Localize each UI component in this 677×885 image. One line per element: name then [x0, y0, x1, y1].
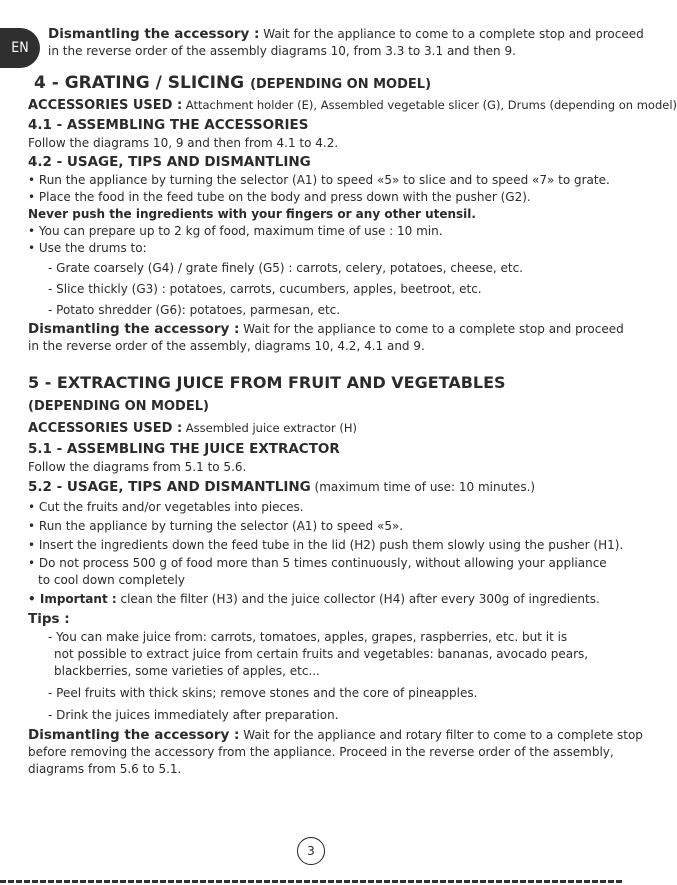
section-5-bullet-2: • Run the appliance by turning the selector (A1) to speed «5». [28, 519, 404, 533]
section-4-warning: Never push the ingredients with your fingers or any other utensil. [28, 207, 476, 221]
section-4-drum-3: - Potato shredder (G6): potatoes, parmesan, etc. [48, 303, 341, 317]
section-5-tip-1-cont-2: blackberries, some varieties of apples, etc... [54, 664, 320, 678]
section-5-tip-1-cont-1: not possible to extract juice from certain fruits and vegetables: bananas, avocado pears, [54, 647, 589, 661]
top-dismantling-paragraph [28, 26, 644, 60]
section-4-1-text: Follow the diagrams 10, 9 and then from 4.1 to 4.2. [28, 136, 339, 150]
section-4-title-sub: (DEPENDING ON MODEL) [250, 77, 432, 92]
footer-divider [0, 880, 624, 883]
section-5-tips-label: Tips : [28, 611, 70, 627]
section-5-accessories: ACCESSORIES USED : Assembled juice extractor (H) [28, 421, 358, 436]
section-5-2-heading: 5.2 - USAGE, TIPS AND DISMANTLING (maximum time of use: 10 minutes.) [28, 479, 536, 495]
section-4-title: 4 - GRATING / SLICING [34, 73, 245, 93]
section-5-tip-1: - You can make juice from: carrots, tomatoes, apples, grapes, raspberries, etc. but it is [48, 630, 568, 644]
section-4-drum-1: - Grate coarsely (G4) / grate finely (G5) : carrots, celery, potatoes, cheese, etc. [48, 261, 523, 275]
top-dismantling-text-2: in the reverse order of the assembly diagrams 10, from 3.3 to 3.1 and then 9. [48, 44, 516, 58]
language-badge: EN [0, 28, 40, 68]
section-5-dismantling: Dismantling the accessory : Wait for the appliance and rotary filter to come to a complete stop before removing the accessory from the appliance. Proceed in the reverse order of the assembly, diagrams from 5.6 to 5.1. [28, 727, 643, 776]
section-5-title-sub: (DEPENDING ON MODEL) [28, 399, 209, 414]
top-dismantling-text-1: Wait for the appliance to come to a complete stop and proceed [259, 27, 644, 41]
section-5-tip-2: - Peel fruits with thick skins; remove stones and the core of pineapples. [48, 686, 478, 700]
section-5-bullet-3: • Insert the ingredients down the feed tube in the lid (H2) push them slowly using the pusher (H1). [28, 538, 624, 552]
section-5-title: 5 - EXTRACTING JUICE FROM FRUIT AND VEGETABLES [28, 373, 506, 392]
section-5-tip-3: - Drink the juices immediately after preparation. [48, 708, 339, 722]
section-4-heading [28, 72, 594, 96]
section-4-drum-2: - Slice thickly (G3) : potatoes, carrots, cucumbers, apples, beetroot, etc. [48, 282, 482, 296]
section-4-bullet-1: • Run the appliance by turning the selector (A1) to speed «5» to slice and to speed «7» to grate. [28, 173, 610, 187]
section-4-1-heading: 4.1 - ASSEMBLING THE ACCESSORIES [28, 117, 309, 133]
section-4-bullet-3: • You can prepare up to 2 kg of food, maximum time of use : 10 min. [28, 224, 443, 238]
top-dismantling-label: Dismantling the accessory : [48, 26, 260, 42]
page-number: 3 [297, 837, 325, 865]
section-5-bullet-4: • Do not process 500 g of food more than 5 times continuously, without allowing your appliance [28, 556, 607, 570]
section-5-1-text: Follow the diagrams from 5.1 to 5.6. [28, 460, 247, 474]
section-4-accessories: ACCESSORIES USED : Attachment holder (E), Assembled vegetable slicer (G), Drums (depending on model) [28, 98, 677, 113]
section-5-1-heading: 5.1 - ASSEMBLING THE JUICE EXTRACTOR [28, 441, 340, 457]
section-5-bullet-1: • Cut the fruits and/or vegetables into pieces. [28, 500, 304, 514]
section-4-bullet-2: • Place the food in the feed tube on the body and press down with the pusher (G2). [28, 190, 531, 204]
section-5-heading [28, 372, 594, 418]
section-4-2-heading: 4.2 - USAGE, TIPS AND DISMANTLING [28, 154, 311, 170]
section-4-bullet-4: • Use the drums to: [28, 241, 147, 255]
page-content [28, 26, 677, 778]
section-5-bullet-4-cont: to cool down completely [38, 573, 185, 587]
section-4-dismantling: Dismantling the accessory : Wait for the appliance to come to a complete stop and proceed in the reverse order of the assembly, diagrams 10, 4.2, 4.1 and 9. [28, 321, 624, 353]
section-5-important: • Important : clean the filter (H3) and the juice collector (H4) after every 300g of ingredients. [28, 592, 600, 606]
